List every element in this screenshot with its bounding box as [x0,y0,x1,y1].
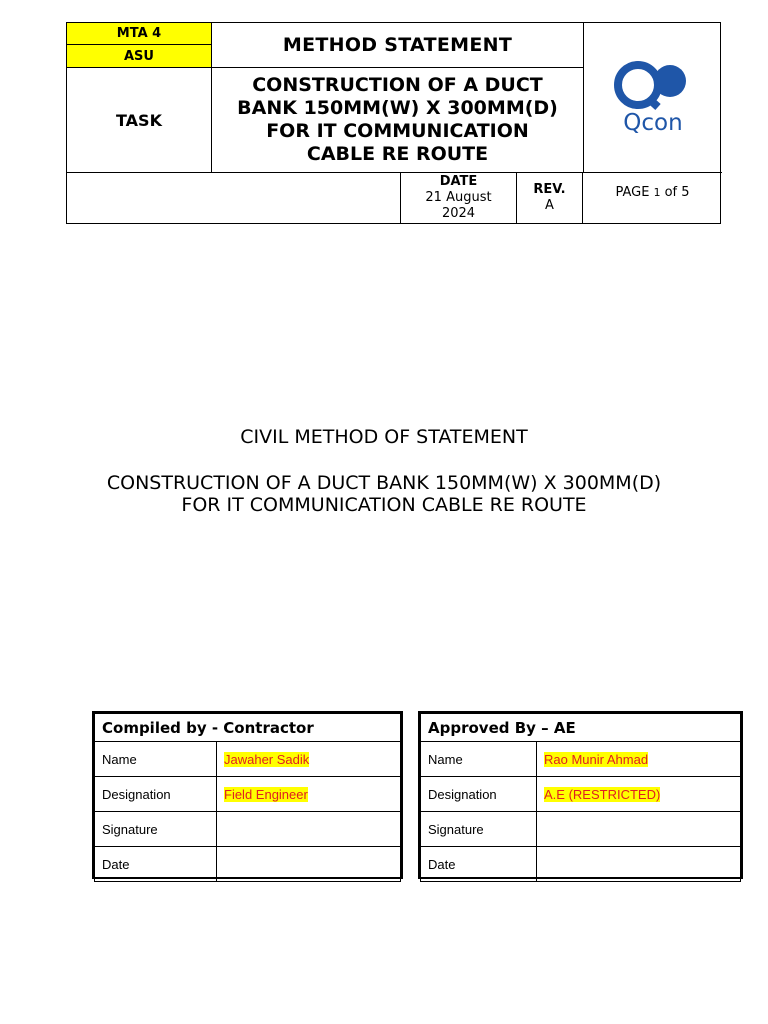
page-suffix: of 5 [664,185,690,200]
blank-cell [67,173,401,223]
approved-designation: A.E (RESTRICTED) [544,786,661,802]
description-line: CONSTRUCTION OF A DUCT BANK 150MM(W) X 300MM(D) [106,472,662,494]
approved-by-title: Approved By – AE [421,714,741,742]
document-header [66,22,721,224]
task-line: CABLE RE ROUTE [306,143,489,165]
date-value: 21 August [425,190,492,205]
project-subcode: ASU [67,45,212,68]
project-code: MTA 4 [67,23,212,45]
compiled-designation: Field Engineer [224,786,308,802]
approved-name: Rao Munir Ahmad [544,751,649,767]
row-label: Signature [95,812,217,847]
approved-date[interactable] [537,847,741,882]
compiled-by-table [92,711,403,879]
approved-signature[interactable] [537,812,741,847]
page-prefix: PAGE [615,185,650,200]
revision-value: A [545,198,554,213]
document-description [0,472,768,516]
compiled-date[interactable] [217,847,401,882]
date-cell [401,173,517,223]
task-line: BANK 150MM(W) X 300MM(D) [237,97,558,119]
compiled-signature[interactable] [217,812,401,847]
revision-label: REV. [533,182,566,197]
compiled-by-title: Compiled by - Contractor [95,714,401,742]
compiled-name: Jawaher Sadik [224,751,310,767]
row-label: Date [421,847,537,882]
task-label: TASK [67,68,212,173]
row-label: Name [421,742,537,777]
document-heading: CIVIL METHOD OF STATEMENT [240,426,528,448]
row-label: Designation [95,777,217,812]
page-current: 1 [653,186,661,199]
row-label: Signature [421,812,537,847]
row-label: Date [95,847,217,882]
date-value: 2024 [441,206,476,221]
approved-by-table [418,711,743,879]
document-title: METHOD STATEMENT [212,23,583,68]
page-cell [583,173,722,213]
date-label: DATE [439,174,478,189]
row-label: Designation [421,777,537,812]
revision-cell [517,173,583,223]
row-label: Name [95,742,217,777]
task-line: CONSTRUCTION OF A DUCT [252,74,543,96]
description-line: FOR IT COMMUNICATION CABLE RE ROUTE [181,494,587,516]
logo-text: Qcon [623,109,683,136]
company-logo [583,23,722,173]
task-line: FOR IT COMMUNICATION [266,120,529,142]
qcon-logo-icon [614,60,692,110]
task-description [212,68,583,173]
